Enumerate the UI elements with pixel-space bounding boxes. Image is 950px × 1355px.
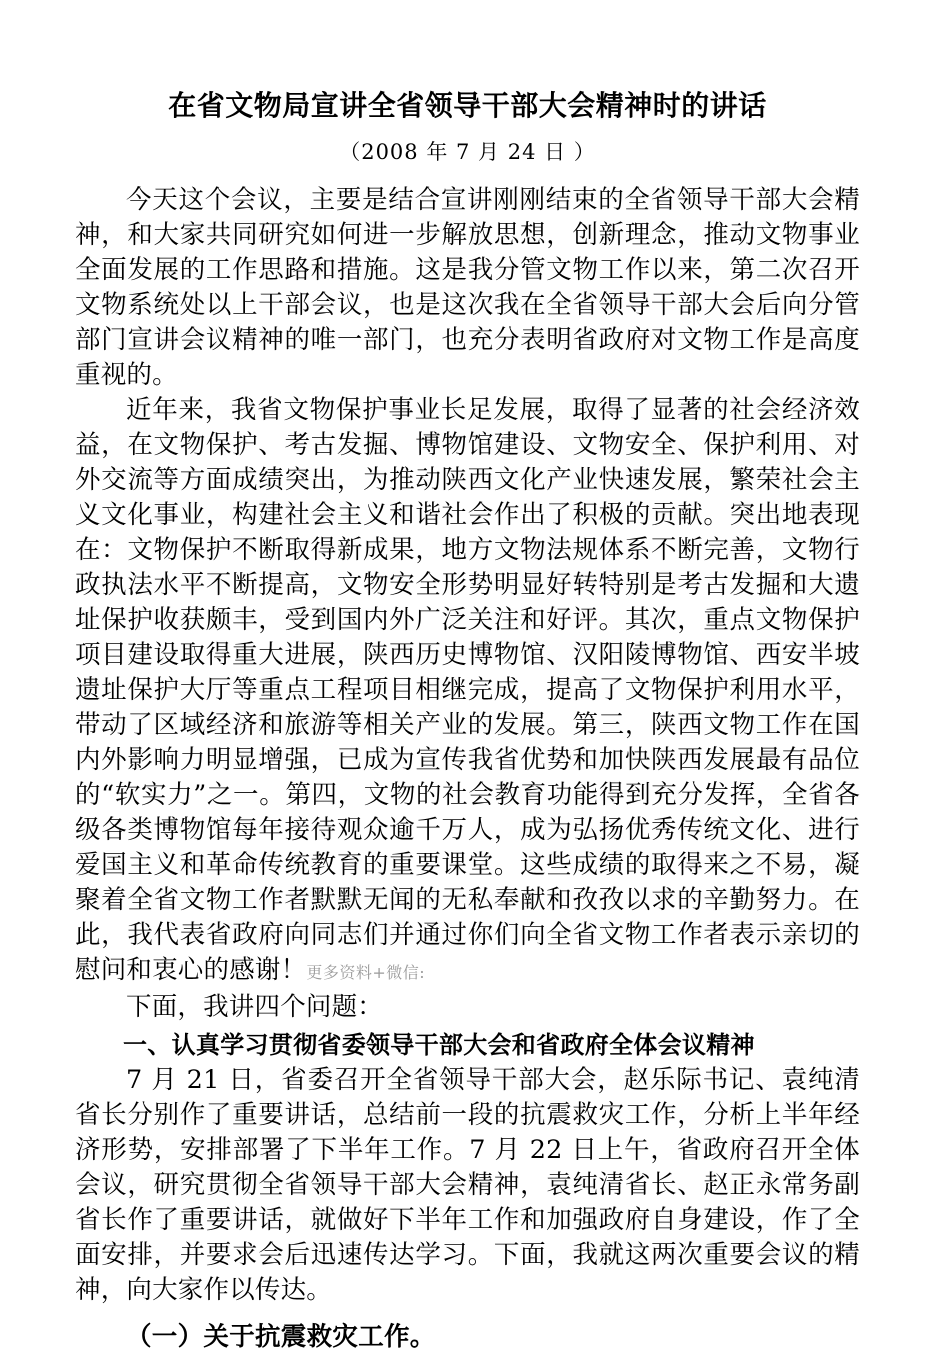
- paragraph-1: 今天这个会议，主要是结合宣讲刚刚结束的全省领导干部大会精神，和大家共同研究如何进一步解放思想，创新理念，推动文物事业全面发展的工作思路和措施。这是我分管文物工作以来，第二次召开文物系统处以上干部会议，也是这次我在全省领导干部大会后向分管部门宣讲会议精神的唯一部门，也充分表明省政府对文物工作是高度重视的。: [75, 185, 860, 390]
- paragraph-3: 下面，我讲四个问题：: [126, 992, 384, 1022]
- document-date-line: （2008 年 7 月 24 日 ）: [339, 140, 596, 164]
- paragraph-2: [75, 393, 860, 990]
- paragraph-2-text: 近年来，我省文物保护事业长足发展，取得了显著的社会经济效益，在文物保护、考古发掘、博物馆建设、文物安全、保护利用、对外交流等方面成绩突出，为推动陕西文化产业快速发展，繁荣社会主义文化事业，构建社会主义和谐社会作出了积极的贡献。突出地表现在：文物保护不断取得新成果，地方文物法规体系不断完善，文物行政执法水平不断提高，文物安全形势明显好转特别是考古发掘和大遗址保护收获颇丰，受到国内外广泛关注和好评。其次，重点文物保护项目建设取得重大进展，陕西历史博物馆、汉阳陵博物馆、西安半坡遗址保护大厅等重点工程项目相继完成，提高了文物保护利用水平，带动了区域经济和旅游等相关产业的发展。第三，陕西文物工作在国内外影响力明显增强，已成为宣传我省优势和加快陕西发展最有品位的“软实力”之一。第四，文物的社会教育功能得到充分发挥，全省各级各类博物馆每年接待观众逾千万人，成为弘扬优秀传统文化、进行爱国主义和革命传统教育的重要课堂。这些成绩的取得来之不易，凝聚着全省文物工作者默默无闻的无私奉献和孜孜以求的辛勤努力。在此，我代表省政府向同志们并通过你们向全省文物工作者表示亲切的慰问和衷心的感谢！: [75, 395, 860, 985]
- paragraph-4: 7 月 21 日，省委召开全省领导干部大会，赵乐际书记、袁纯清省长分别作了重要讲话，总结前一段的抗震救灾工作，分析上半年经济形势，安排部署了下半年工作。7 月 22 日上午，省政府召开全体会议，研究贯彻全省领导干部大会精神，袁纯清省长、赵正永常务副省长作了重要讲话，就做好下半年工作和加强政府自身建设，作了全面安排，并要求会后迅速传达学习。下面，我就这两次重要会议的精神，向大家作以传达。: [75, 1065, 860, 1305]
- subsection-heading-1: （一）关于抗震救灾工作。: [126, 1322, 436, 1352]
- document-title: 在省文物局宣讲全省领导干部大会精神时的讲话: [168, 89, 767, 122]
- section-heading-1: 一、认真学习贯彻省委领导干部大会和省政府全体会议精神: [123, 1031, 755, 1059]
- document-body: [75, 0, 860, 1355]
- watermark-note: 更多资料+微信:: [306, 963, 426, 982]
